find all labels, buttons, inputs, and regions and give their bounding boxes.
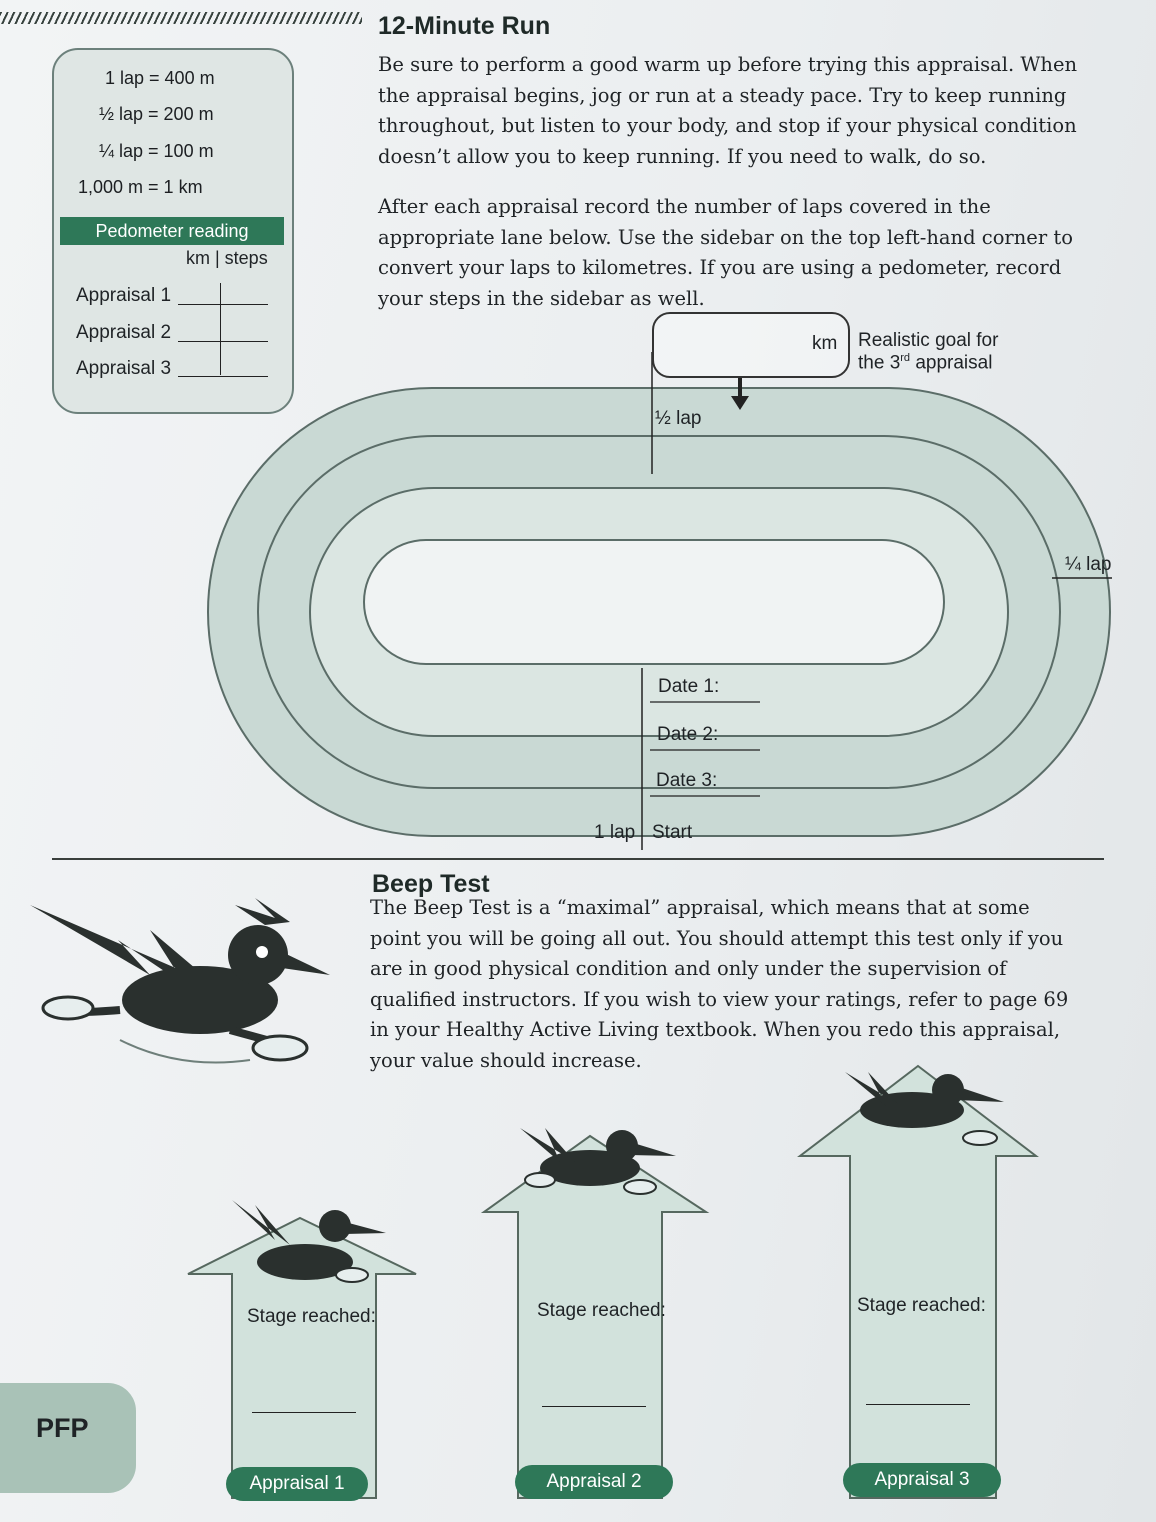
stage-label-3: Stage reached: bbox=[857, 1295, 986, 1316]
conversion-line: 1 lap = 400 m bbox=[105, 68, 215, 88]
run-paragraph-2: After each appraisal record the number of laps covered in the appropriate lane below. Use the sidebar on the top left-hand corner to convert your laps to kilometres. If you are using a pedometer, record your steps in the sidebar as well. bbox=[378, 195, 1073, 310]
date-3-label: Date 3: bbox=[656, 770, 718, 791]
sidebar-appraisal-2-label: Appraisal 2 bbox=[76, 322, 172, 343]
appraisal-3-badge: Appraisal 3 bbox=[843, 1463, 1001, 1497]
beep-title: Beep Test bbox=[372, 870, 490, 898]
date-1-label: Date 1: bbox=[658, 676, 720, 697]
appraisal-1-badge: Appraisal 1 bbox=[226, 1467, 368, 1501]
goal-unit: km bbox=[812, 333, 838, 354]
quarter-lap-label: ¼ lap bbox=[1065, 554, 1112, 575]
stage-label-2: Stage reached: bbox=[537, 1300, 666, 1321]
roadrunner-small-icon bbox=[520, 1128, 676, 1194]
run-paragraph-1: Be sure to perform a good warm up before trying this appraisal. When the appraisal begins, jog or run at a steady pace. Try to keep running throughout, but listen to your body, and stop if your physical condition doesn’t allow you to keep running. If you need to walk, do so. bbox=[378, 53, 1078, 168]
one-lap-label: 1 lap bbox=[594, 822, 636, 843]
stage-label-1: Stage reached: bbox=[247, 1306, 376, 1327]
stage-arrow-3 bbox=[800, 1066, 1036, 1498]
goal-label-line-2: the 3rd appraisal bbox=[858, 352, 993, 374]
appraisal-2-badge: Appraisal 2 bbox=[515, 1465, 673, 1499]
beep-paragraph: The Beep Test is a “maximal” appraisal, which means that at some point you will be going all out. You should attempt this test only if you are in good physical condition and only under the supervision of qualified instructors. If you wish to view your ratings, refer to page 69 in your Healthy Active Living textbook. When you redo this appraisal, your value should increase. bbox=[370, 896, 1069, 1072]
date-2-label: Date 2: bbox=[657, 724, 719, 745]
conversion-line: ½ lap = 200 m bbox=[99, 104, 214, 124]
half-lap-label: ½ lap bbox=[655, 408, 702, 429]
goal-label: Realistic goal for bbox=[858, 330, 999, 351]
stage-field-3[interactable] bbox=[866, 1404, 970, 1405]
pedometer-units: km | steps bbox=[186, 248, 268, 268]
roadrunner-mascot-icon bbox=[30, 898, 330, 1063]
sidebar-appraisal-3-label: Appraisal 3 bbox=[76, 358, 172, 379]
stage-field-2[interactable] bbox=[542, 1406, 646, 1407]
sidebar-appraisal-1-label: Appraisal 1 bbox=[76, 285, 172, 306]
conversion-line: 1,000 m = 1 km bbox=[78, 177, 203, 197]
stage-field-1[interactable] bbox=[252, 1412, 356, 1413]
section-tab-label: PFP bbox=[36, 1413, 89, 1443]
pedometer-heading: Pedometer reading bbox=[60, 217, 284, 245]
conversion-line: ¼ lap = 100 m bbox=[99, 141, 214, 161]
start-label: Start bbox=[652, 822, 693, 843]
run-title: 12-Minute Run bbox=[378, 12, 551, 40]
